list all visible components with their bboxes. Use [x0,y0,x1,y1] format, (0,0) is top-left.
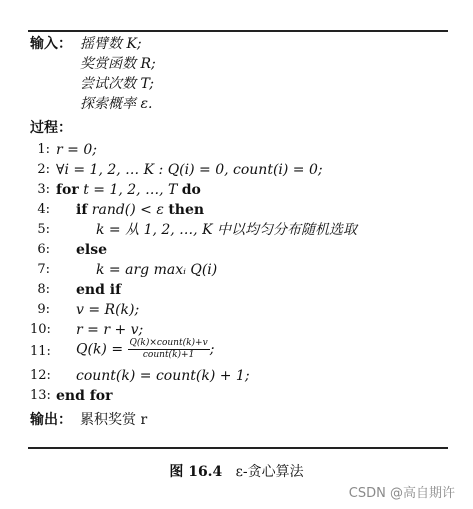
code-line: v = R(k); [76,302,140,318]
keyword: if [76,202,88,218]
input-label: 输入： [30,36,72,52]
line-number: 8: [37,282,50,297]
watermark: CSDN @高自期许 [348,486,455,501]
code-line: ∀i = 1, 2, … K : Q(i) = 0, count(i) = 0; [56,162,323,178]
code-text: t = 1, 2, …, T [78,182,182,198]
code-line [76,200,204,220]
code-line [56,386,113,406]
figure-title: ε-贪心算法 [235,464,304,480]
input-reward: 奖赏函数 R; [80,56,156,72]
code-text: ; [209,341,215,358]
figure-caption [0,462,473,482]
input-arms: 摇臂数 K; [80,36,142,52]
code-line: k = arg maxᵢ Q(i) [96,262,218,278]
process-row [30,118,72,138]
line-number: 5: [37,222,50,237]
input-epsilon: 探索概率 ε. [80,96,153,112]
keyword: end for [56,388,113,404]
code-line [56,180,201,200]
line-number: 4: [37,202,50,217]
figure-number: 图 16.4 [169,464,223,480]
keyword: end if [76,282,122,298]
bottom-rule [28,447,448,449]
code-line [76,280,121,300]
code-lines [30,140,450,410]
code-text: rand() < ε [87,202,169,218]
code-line: r = r + v; [76,322,144,338]
line-number: 9: [37,302,50,317]
line-number: 10: [30,322,51,337]
keyword: for [56,182,79,198]
line-number: 11: [30,344,51,359]
code-text: Q(k) = [76,341,128,358]
line-number: 12: [30,368,51,383]
fraction-numerator: Q(k)×count(k)+v [129,338,208,348]
code-line: r = 0; [56,142,97,158]
code-line: k = 从 1, 2, …, K 中以均匀分布随机选取 [96,222,357,238]
line-number: 6: [37,242,50,257]
line-number: 1: [37,142,50,157]
code-line: count(k) = count(k) + 1; [76,368,250,384]
top-rule [28,30,448,32]
output-label: 输出： [30,412,72,428]
line-number: 7: [37,262,50,277]
input-row-1 [30,34,142,54]
line-number: 2: [37,162,50,177]
fraction-denominator: count(k)+1 [142,350,195,360]
line-number: 3: [37,182,50,197]
keyword: do [181,182,201,198]
output-value: 累积奖赏 r [80,412,148,428]
process-label: 过程： [30,120,72,136]
fraction [128,338,210,361]
input-trials: 尝试次数 T; [80,76,155,92]
code-line [76,338,214,361]
keyword: else [76,242,108,258]
code-line [76,240,107,260]
line-number: 13: [30,388,51,403]
keyword: then [168,202,205,218]
output-row [30,410,148,430]
